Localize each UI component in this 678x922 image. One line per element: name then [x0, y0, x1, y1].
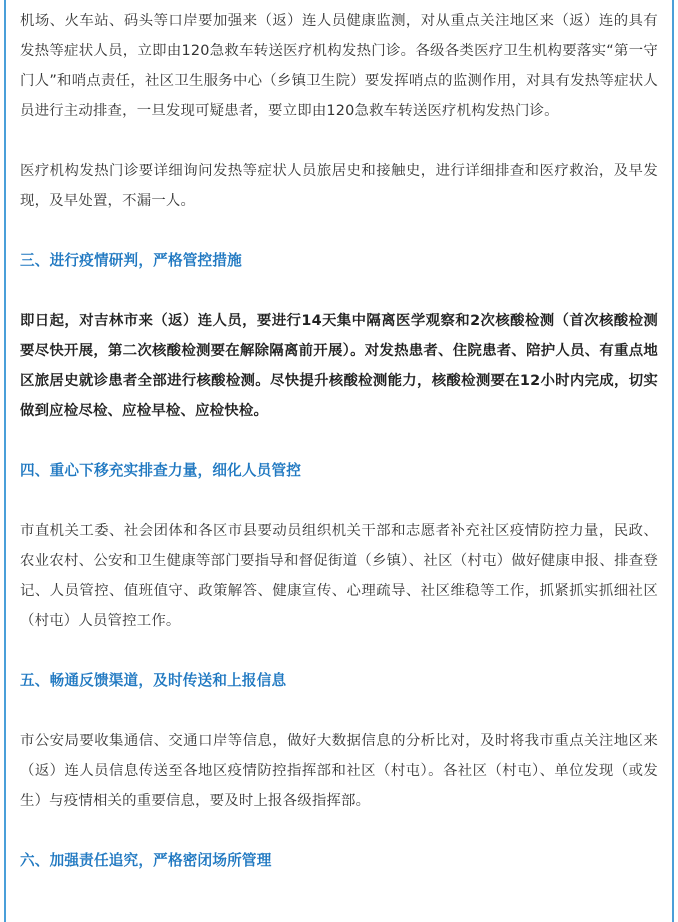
paragraph-fever-clinic: 医疗机构发热门诊要详细询问发热等症状人员旅居史和接触史，进行详细排查和医疗救治，及早发现，及早处置，不漏一人。	[20, 163, 658, 209]
paragraph-port-monitoring: 机场、火车站、码头等口岸要加强来（返）连人员健康监测，对从重点关注地区来（返）连的具有发热等症状人员，立即由120急救车转送医疗机构发热门诊。各级各类医疗卫生机构要落实“第一守门人”和哨点责任，社区卫生服务中心（乡镇卫生院）要发挥哨点的监测作用，对具有发热等症状人员进行主动排查，一旦发现可疑患者，要立即由120急救车转送医疗机构发热门诊。	[20, 13, 658, 119]
paragraph-jilin-quarantine: 即日起，对吉林市来（返）连人员，要进行14天集中隔离医学观察和2次核酸检测（首次核酸检测要尽快开展，第二次核酸检测要在解除隔离前开展）。对发热患者、住院患者、陪护人员、有重点地区旅居史就诊患者全部进行核酸检测。尽快提升核酸检测能力，核酸检测要在12小时内完成，切实做到应检尽检、应检早检、应检快检。	[20, 313, 658, 419]
paragraph-info-reporting: 市公安局要收集通信、交通口岸等信息，做好大数据信息的分析比对，及时将我市重点关注地区来（返）连人员信息传送至各地区疫情防控指挥部和社区（村屯）。各社区（村屯）、单位发现（或发生）与疫情相关的重要信息，要及时上报各级指挥部。	[20, 733, 658, 809]
section-heading-5: 五、畅通反馈渠道，及时传送和上报信息	[20, 672, 287, 689]
paragraph-community-control: 市直机关工委、社会团体和各区市县要动员组织机关干部和志愿者补充社区疫情防控力量，民政、农业农村、公安和卫生健康等部门要指导和督促街道（乡镇）、社区（村屯）做好健康申报、排查登记、人员管控、值班值守、政策解答、健康宣传、心理疏导、社区维稳等工作，抓紧抓实抓细社区（村屯）人员管控工作。	[20, 523, 658, 629]
article-frame	[4, 0, 674, 922]
section-heading-6: 六、加强责任追究，严格密闭场所管理	[20, 852, 272, 869]
article-body	[6, 0, 672, 876]
section-heading-4: 四、重心下移充实排查力量，细化人员管控	[20, 462, 302, 479]
section-heading-3: 三、进行疫情研判，严格管控措施	[20, 252, 242, 269]
